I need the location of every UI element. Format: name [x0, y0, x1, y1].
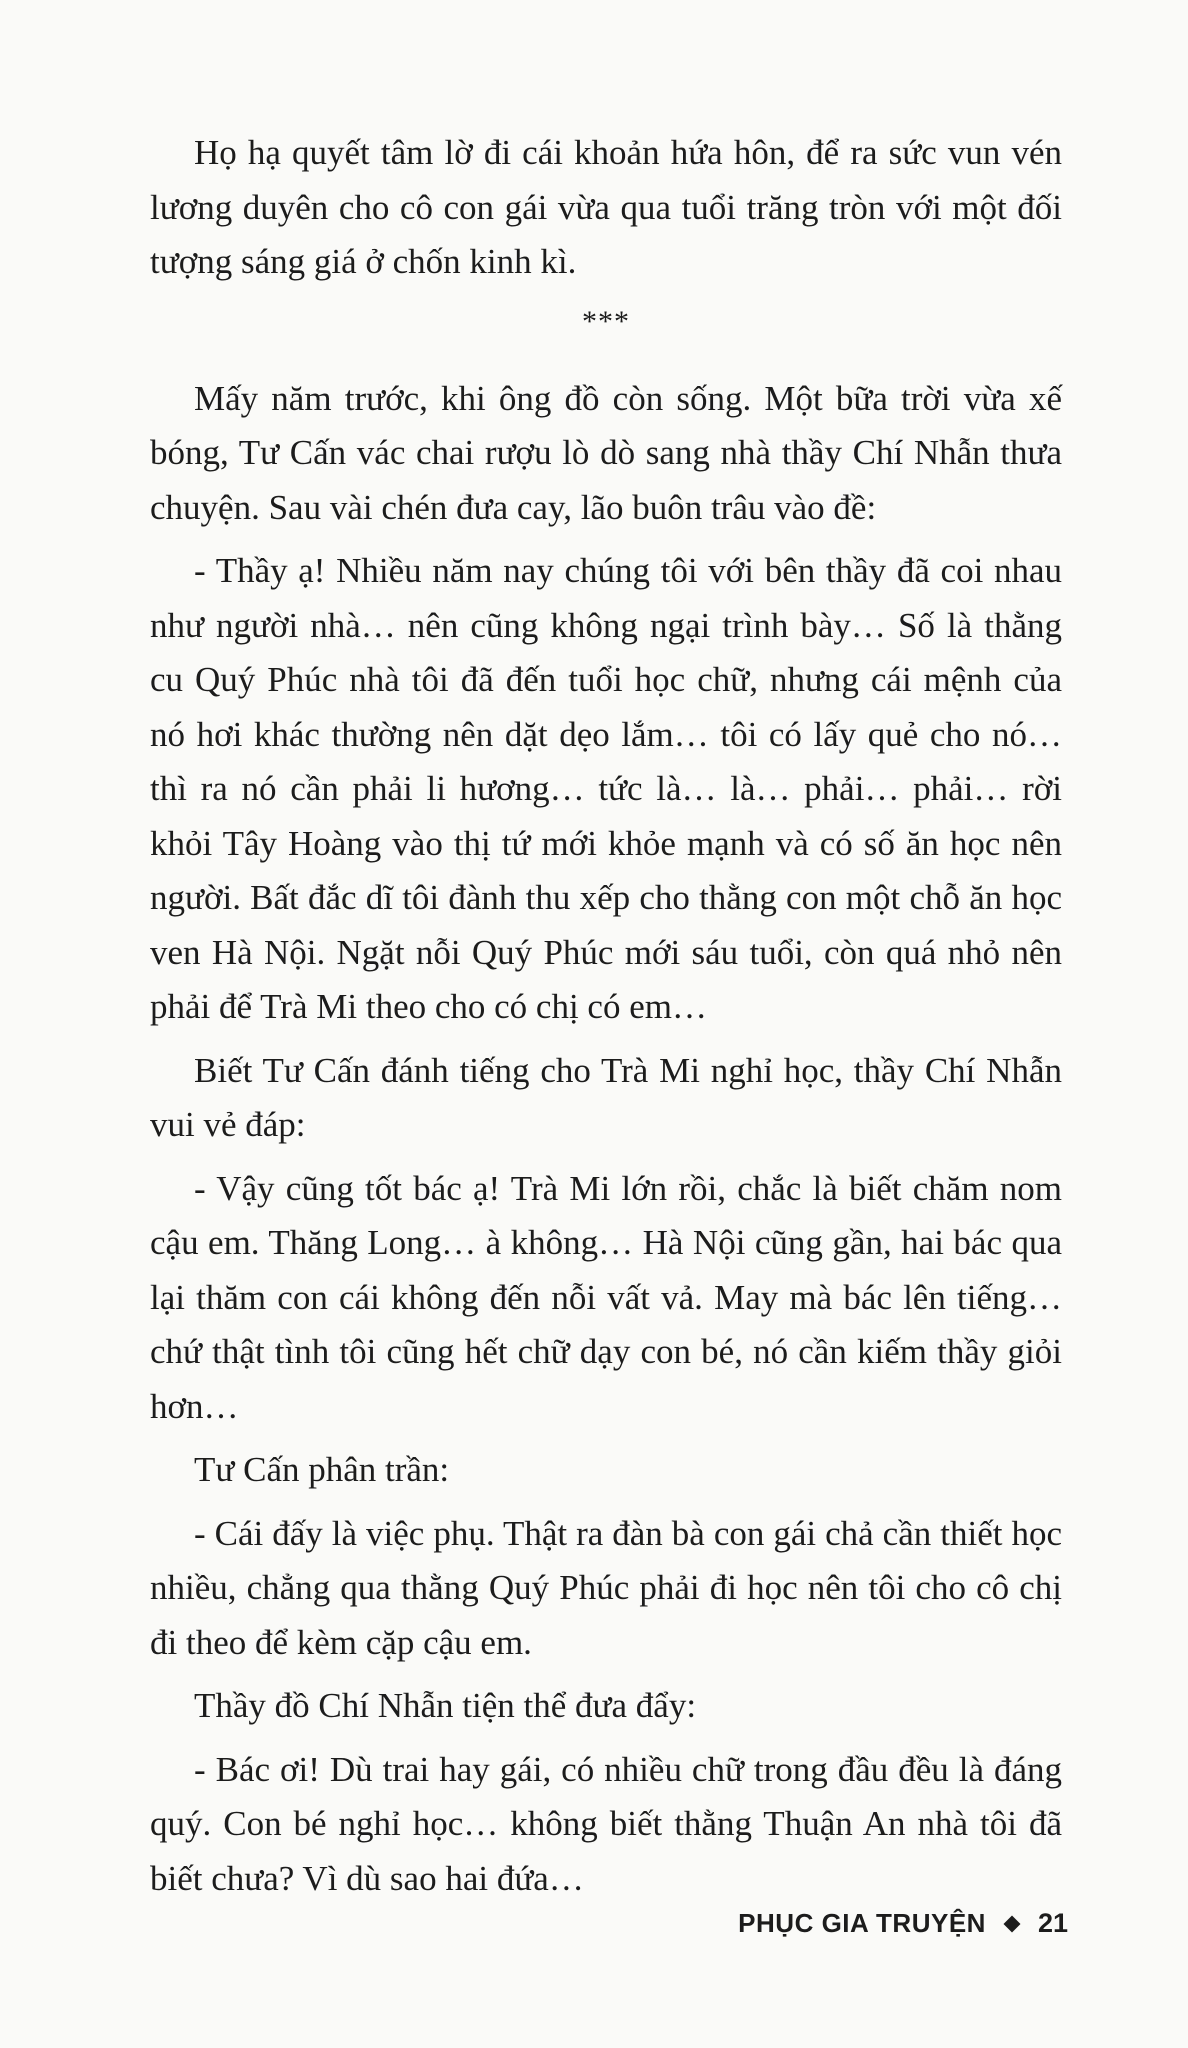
- paragraph: - Thầy ạ! Nhiều năm nay chúng tôi với bên thầy đã coi nhau như người nhà… nên cũng không ngại trình bày… Số là thằng cu Quý Phúc nhà tôi đã đến tuổi học chữ, nhưng cái mệnh của nó hơi khác thường nên dặt dẹo lắm… tôi có lấy quẻ cho nó… thì ra nó cần phải li hương… tức là… là… phải… phải… rời khỏi Tây Hoàng vào thị tứ mới khỏe mạnh và có số ăn học nên người. Bất đắc dĩ tôi đành thu xếp cho thằng con một chỗ ăn học ven Hà Nội. Ngặt nỗi Quý Phúc mới sáu tuổi, còn quá nhỏ nên phải để Trà Mi theo cho có chị có em…: [150, 551, 1062, 1026]
- paragraph: Họ hạ quyết tâm lờ đi cái khoản hứa hôn, để ra sức vun vén lương duyên cho cô con gái vừa qua tuổi trăng tròn với một đối tượng sáng giá ở chốn kinh kì.: [150, 133, 1062, 281]
- running-title: PHỤC GIA TRUYỆN: [738, 1908, 986, 1938]
- diamond-icon: [1003, 1915, 1020, 1932]
- page-footer: [738, 1908, 1068, 1939]
- paragraph: - Bác ơi! Dù trai hay gái, có nhiều chữ trong đầu đều là đáng quý. Con bé nghỉ học… không biết thằng Thuận An nhà tôi đã biết chưa? Vì dù sao hai đứa…: [150, 1749, 1062, 1898]
- paragraph: Tư Cấn phân trần:: [194, 1450, 450, 1489]
- paragraph: - Vậy cũng tốt bác ạ! Trà Mi lớn rồi, chắc là biết chăm nom cậu em. Thăng Long… à không… Hà Nội cũng gần, hai bác qua lại thăm con cái không đến nỗi vất vả. May mà bác lên tiếng… chứ thật tình tôi cũng hết chữ dạy con bé, nó cần kiếm thầy giỏi hơn…: [150, 1168, 1062, 1426]
- paragraph: Thầy đồ Chí Nhẫn tiện thể đưa đẩy:: [194, 1686, 697, 1725]
- paragraph: Biết Tư Cấn đánh tiếng cho Trà Mi nghỉ học, thầy Chí Nhẫn vui vẻ đáp:: [150, 1050, 1062, 1144]
- page-number: 21: [1037, 1908, 1068, 1938]
- paragraph: - Cái đấy là việc phụ. Thật ra đàn bà con gái chả cần thiết học nhiều, chẳng qua thằng Quý Phúc phải đi học nên tôi cho cô chị đi theo để kèm cặp cậu em.: [150, 1513, 1062, 1662]
- body-text: [150, 126, 1062, 1906]
- paragraph: Mấy năm trước, khi ông đồ còn sống. Một bữa trời vừa xế bóng, Tư Cấn vác chai rượu lò dò sang nhà thầy Chí Nhẫn thưa chuyện. Sau vài chén đưa cay, lão buôn trâu vào đề:: [150, 378, 1062, 527]
- section-separator: ***: [582, 304, 630, 338]
